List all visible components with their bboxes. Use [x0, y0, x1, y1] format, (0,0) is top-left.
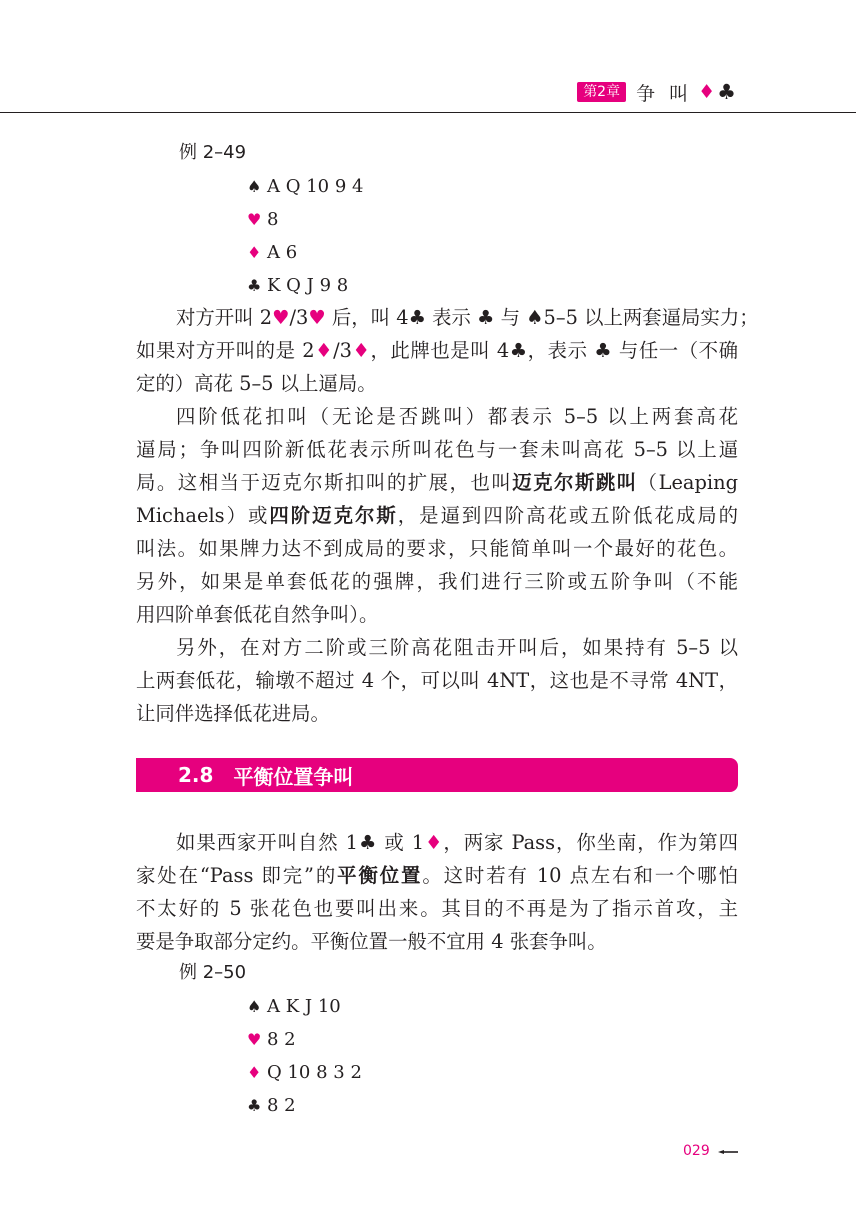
chapter-badge: 第2章	[577, 82, 626, 102]
paragraph-line: 上两套低花，输墩不超过 4 个，可以叫 4NT，这也是不寻常 4NT，	[136, 669, 738, 692]
paragraph-line: 四阶低花扣叫（无论是否跳叫）都表示 5–5 以上两套高花	[176, 405, 738, 428]
text-run: ，是逼到四阶高花或五阶低花成局的	[397, 504, 739, 527]
hand-row-spades	[247, 170, 363, 203]
paragraph-line: 另外，在对方二阶或三阶高花阻击开叫后，如果持有 5–5 以	[176, 636, 738, 659]
running-header	[577, 78, 736, 106]
paragraph-line: 要是争取部分定约。平衡位置一般不宜用 4 张套争叫。	[136, 930, 607, 953]
header-rule	[0, 112, 856, 113]
page-number: 029	[683, 1143, 710, 1159]
paragraph-line: 不太好的 5 张花色也要叫出来。其目的不再是为了指示首攻，主	[136, 897, 738, 920]
hand-cards: 8	[267, 209, 279, 230]
term-leaping-michaels: 迈克尔斯跳叫	[512, 471, 638, 494]
club-suit-icon: ♣	[717, 80, 736, 104]
spade-suit-icon: ♠	[247, 997, 262, 1016]
paragraph-line: 对方开叫 2♥/3♥ 后，叫 4♣ 表示 ♣ 与 ♠5–5 以上两套逼局实力；	[176, 306, 759, 329]
diamond-suit-icon: ♦	[247, 1063, 262, 1082]
hand-cards: A K J 10	[267, 996, 341, 1017]
heart-suit-icon: ♥	[247, 1030, 262, 1049]
paragraph-line: 逼局；争叫四阶新低花表示所叫花色与一套未叫高花 5–5 以上逼	[136, 438, 738, 461]
hand-row-diamonds	[247, 1056, 362, 1089]
arrow-left-icon	[718, 1150, 738, 1154]
spade-suit-icon: ♠	[247, 177, 262, 196]
diamond-suit-icon: ♦	[698, 81, 716, 103]
hand-row-clubs	[247, 269, 363, 302]
hand-cards: 8 2	[267, 1029, 296, 1050]
club-suit-icon: ♣	[247, 1096, 262, 1115]
paragraph-line: 如果对方开叫的是 2♦/3♦，此牌也是叫 4♣，表示 ♣ 与任一（不确	[136, 339, 738, 362]
text-run: 。这时若有 10 点左右和一个哪怕	[422, 864, 738, 887]
term-four-level-michaels: 四阶迈克尔斯	[269, 504, 398, 527]
term-balancing-position: 平衡位置	[337, 864, 423, 887]
hand-row-spades	[247, 990, 362, 1023]
heart-suit-icon: ♥	[247, 210, 262, 229]
hand-cards: 8 2	[267, 1095, 296, 1116]
paragraph-line	[136, 499, 738, 532]
hand-row-hearts	[247, 203, 363, 236]
paragraph-line: 叫法。如果牌力达不到成局的要求，只能简单叫一个最好的花色。	[136, 537, 738, 560]
hand-row-diamonds	[247, 236, 363, 269]
section-title: 平衡位置争叫	[233, 764, 354, 789]
section-heading	[136, 758, 738, 792]
hand-row-hearts	[247, 1023, 362, 1056]
text-run: 局。这相当于迈克尔斯扣叫的扩展，也叫	[136, 471, 513, 494]
hand-cards: K Q J 9 8	[267, 275, 349, 296]
hand-example-50	[247, 990, 362, 1122]
paragraph-line: 另外，如果是单套低花的强牌，我们进行三阶或五阶争叫（不能	[136, 570, 738, 593]
paragraph-line: 用四阶单套低花自然争叫）。	[136, 603, 379, 626]
club-suit-icon: ♣	[247, 276, 262, 295]
paragraph-line: 如果西家开叫自然 1♣ 或 1♦，两家 Pass，你坐南，作为第四	[176, 831, 738, 854]
paragraph-1	[136, 301, 759, 400]
paragraph-line: 让同伴选择低花进局。	[136, 702, 330, 725]
example-label-50: 例 2–50	[179, 962, 247, 983]
section-number: 2.8	[178, 763, 214, 787]
hand-cards: A Q 10 9 4	[267, 176, 364, 197]
hand-cards: A 6	[267, 242, 298, 263]
paragraph-4	[136, 826, 738, 958]
hand-example-49	[247, 170, 363, 302]
chapter-title: 争叫	[636, 82, 703, 105]
paragraph-3	[136, 631, 738, 730]
paragraph-line: 定的）高花 5–5 以上逼局。	[136, 372, 377, 395]
example-label-49: 例 2–49	[179, 142, 247, 163]
text-run: （Leaping	[637, 471, 739, 494]
text-run: 家处在“Pass 即完”的	[136, 864, 338, 887]
diamond-suit-icon: ♦	[247, 243, 262, 262]
hand-row-clubs	[247, 1089, 362, 1122]
paragraph-2	[136, 400, 738, 631]
paragraph-line	[136, 859, 738, 892]
text-run: Michaels）或	[136, 504, 270, 527]
hand-cards: Q 10 8 3 2	[267, 1062, 362, 1083]
paragraph-line	[136, 466, 738, 499]
